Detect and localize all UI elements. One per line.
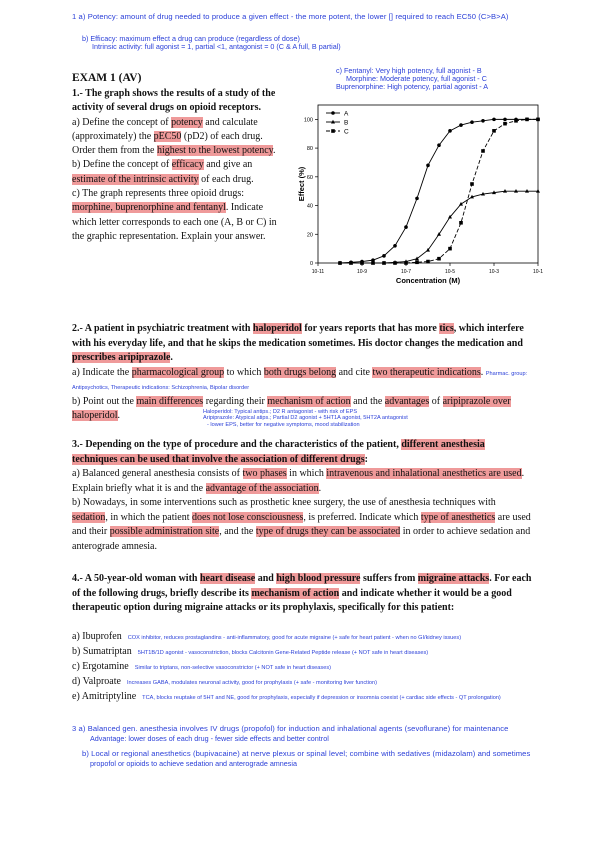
note-efficacy: b) Efficacy: maximum effect a drug can produce (regardless of dose) — [82, 34, 300, 43]
legend-marker-a — [331, 111, 335, 115]
q1-part-c: c) The graph represents three opioid drugs: morphine, buprenorphine and fentanyl. Indicate which letter corresponds to each one (A, B or C) in the graphic representation. Explain your answer. — [72, 188, 277, 242]
x-tick-label: 10-5 — [444, 269, 456, 275]
note-intrinsic-activity: Intrinsic activity: full agonist = 1, partial <1, antagonist = 0 (C & A full, B partial) — [92, 42, 341, 51]
series-c-point — [503, 122, 507, 126]
drug-sumatriptan: b) Sumatriptan 5HT1B/1D agonist - vasoconstriction, blocks Calcitonin Gene-Related Peptide release (+ NOT safe in heart diseases) — [72, 646, 429, 657]
note-morphine: Morphine: Moderate potency, full agonist - C — [346, 74, 487, 83]
series-a-point — [503, 118, 507, 122]
drug-valproate: d) Valproate Increases GABA, modulates neuronal activity, good for prophylaxis (+ safe - monitoring liver function) — [72, 676, 377, 687]
series-c-point — [448, 247, 452, 251]
series-c-point — [371, 261, 375, 265]
series-c-point — [525, 118, 529, 122]
q3-part-a: a) Balanced general anesthesia consists of two phases in which intravenous and inhalational anesthetics are used. Explain briefly what it is and the advantage of the association. — [72, 468, 525, 494]
drug-sumatriptan-note: 5HT1B/1D agonist - vasoconstriction, blocks Calcitonin Gene-Related Peptide release (+ NOT safe in heart diseases) — [137, 650, 429, 656]
chart-svg — [297, 95, 550, 290]
series-b-line — [340, 191, 538, 263]
series-a-point — [404, 225, 408, 229]
y-tick-label: 0 — [309, 261, 313, 267]
series-b-point — [459, 202, 463, 206]
series-c-point — [514, 119, 518, 123]
note-q3b-answer: b) Local or regional anesthetics (bupivacaine) at nerve plexus or spinal level; combine with sedatives (midazolam) and sometimes — [82, 749, 531, 758]
series-c-point — [481, 149, 485, 153]
series-c-point — [360, 261, 364, 265]
y-tick-label: 80 — [306, 146, 313, 153]
drug-ibuprofen: a) Ibuprofen COX inhibitor, reduces prostaglandins - anti-inflammatory, good for acute migraine (+ safe for heart patient - when no GI/kidney issues) — [72, 631, 462, 642]
q2-part-b: b) Point out the main differences regarding their mechanism of action and the advantages of aripiprazole over haloperidol. Haloperidol: Typical antips.; D2 R antagonist - with risk of EPS Aripiprazole: Atypical atips.; Partial D2 agonist + 5HT1A agonist, 5HT2A antagonist - lower EPS, better for negative symptoms, mood stabilization — [72, 395, 511, 428]
series-a-point — [382, 254, 386, 258]
legend-marker-c — [331, 129, 335, 133]
series-a-point — [437, 143, 441, 147]
drug-ergotamine: c) Ergotamine Similar to triptans, non-selective vasoconstrictor (+ NOT safe in heart diseases) — [72, 661, 331, 672]
drug-amitriptyline-note: TCA, blocks reuptake of 5HT and NE, good for prophylaxis, especially if depression or insomnia coexist (+ cardiac side effects - QT prolongation) — [142, 695, 501, 701]
q1-part-a: a) Define the concept of potency and calculate (approximately) the pEC50 (pD2) of each drug. Order them from the highest to the lowest potency. — [72, 116, 276, 157]
series-a-point — [415, 197, 419, 201]
series-c-point — [404, 261, 408, 265]
series-c-point — [349, 261, 353, 265]
x-axis-label: Concentration (M) — [395, 276, 461, 285]
series-c-point — [338, 261, 342, 265]
legend-label-a: A — [344, 110, 349, 118]
legend-label-c: C — [344, 128, 349, 136]
drug-valproate-note: Increases GABA, modulates neuronal activity, good for prophylaxis (+ safe - monitoring liver function) — [126, 680, 377, 686]
note-q3a-advantage: Advantage: lower doses of each drug - fewer side effects and better control — [90, 734, 329, 743]
exam-title: EXAM 1 (AV) — [72, 72, 142, 84]
question-2 — [72, 322, 532, 428]
q3-heading: 3.- Depending on the type of procedure and the characteristics of the patient, different anesthesia techniques can be used that involve the association of different drugs: — [72, 439, 485, 465]
series-c-point — [437, 257, 441, 261]
series-c-point — [470, 182, 474, 186]
x-tick-label: 10-9 — [356, 269, 368, 275]
q2-a-answer-note: Pharmac. group: Antipsychotics, Therapeutic indications: Schizophrenia, Bipolar disorder — [72, 370, 528, 391]
series-c-point — [382, 261, 386, 265]
drug-ergotamine-note: Similar to triptans, non-selective vasoconstrictor (+ NOT safe in heart diseases) — [134, 665, 331, 671]
series-a-point — [426, 164, 430, 168]
question-4 — [72, 572, 532, 616]
q2-part-a: a) Indicate the pharmacological group to which both drugs belong and cite two therapeutic indications. Pharmac. group: Antipsychotics, Therapeutic indications: Schizophrenia, Bipolar disorder — [72, 366, 528, 391]
y-tick-label: 100 — [303, 117, 313, 124]
q2-b-answer-note: Haloperidol: Typical antips.; D2 R antagonist - with risk of EPS Aripiprazole: Atypical atips.; Partial D2 agonist + 5HT1A agonist, 5HT2A antagonist - lower EPS, better for negative symptoms, mood stabilization — [203, 408, 408, 428]
series-c-point — [415, 260, 419, 264]
note-q3b-answer-cont: propofol or opioids to achieve sedation and anterograde amnesia — [90, 759, 297, 768]
series-c-point — [426, 260, 430, 264]
series-a-point — [448, 129, 452, 133]
series-c-point — [459, 221, 463, 225]
drug-amitriptyline: e) Amitriptyline TCA, blocks reuptake of 5HT and NE, good for prophylaxis, especially if depression or insomnia coexist (+ cardiac side effects - QT prolongation) — [72, 691, 501, 702]
y-tick-label: 20 — [306, 232, 313, 239]
q1-part-b: b) Define the concept of efficacy and give an estimate of the intrinsic activity of each drug. — [72, 159, 254, 185]
question-1 — [72, 87, 282, 244]
series-a-point — [492, 118, 496, 122]
q2-heading: 2.- A patient in psychiatric treatment with haloperidol for years reports that has more tics, which interfere with his everyday life, and that he skips the medication sometimes. His doctor changes the medication and prescribes aripiprazole. — [72, 323, 524, 363]
note-q3a-answer: 3 a) Balanced gen. anesthesia involves IV drugs (propofol) for induction and inhalational agents (sevoflurane) for maintenance — [72, 724, 509, 733]
drug-ibuprofen-note: COX inhibitor, reduces prostaglandins - anti-inflammatory, good for acute migraine (+ safe for heart patient - when no GI/kidney issues) — [127, 635, 462, 641]
series-c-point — [492, 129, 496, 133]
y-axis-label: Effect (%) — [297, 166, 306, 202]
q1-heading: 1.- The graph shows the results of a study of the activity of several drugs on opioid receptors. — [72, 88, 276, 114]
x-tick-label: 10-11 — [311, 269, 325, 275]
series-c-point — [393, 261, 397, 265]
legend-label-b: B — [344, 119, 349, 127]
note-fentanyl: c) Fentanyl: Very high potency, full agonist - B — [336, 66, 482, 75]
y-tick-label: 60 — [306, 174, 313, 181]
plot-frame — [318, 105, 538, 263]
series-a-point — [393, 244, 397, 248]
q3-part-b: b) Nowadays, in some interventions such as prosthetic knee surgery, the use of anesthesia techniques with sedation, in which the patient does not lose consciousness, is preferred. Indicate which type of anesthetics are used and their possible administration site, and the type of drugs they can be associated in order to achieve sedation and anterograde amnesia. — [72, 497, 531, 552]
x-tick-label: 10-7 — [400, 269, 412, 275]
dose-response-chart — [297, 95, 550, 290]
series-a-point — [470, 120, 474, 124]
series-a-point — [481, 119, 485, 123]
y-tick-label: 40 — [306, 203, 313, 210]
question-3 — [72, 438, 532, 554]
x-tick-label: 10-1 — [532, 269, 544, 275]
series-a-point — [459, 123, 463, 127]
note-potency: 1 a) Potency: amount of drug needed to produce a given effect - the more potent, the lower [] required to reach EC50 (C>B>A) — [72, 12, 509, 21]
note-buprenorphine: Buprenorphine: High potency, partial agonist - A — [336, 82, 489, 91]
x-tick-label: 10-3 — [488, 269, 500, 275]
series-c-point — [536, 118, 540, 122]
q4-heading: 4.- A 50-year-old woman with heart disease and high blood pressure suffers from migraine attacks. For each of the following drugs, briefly describe its mechanism of action and indicate whether it would be a good therapeutic option during migraine attacks or its prophylaxis, specifically for this patient: — [72, 573, 532, 613]
